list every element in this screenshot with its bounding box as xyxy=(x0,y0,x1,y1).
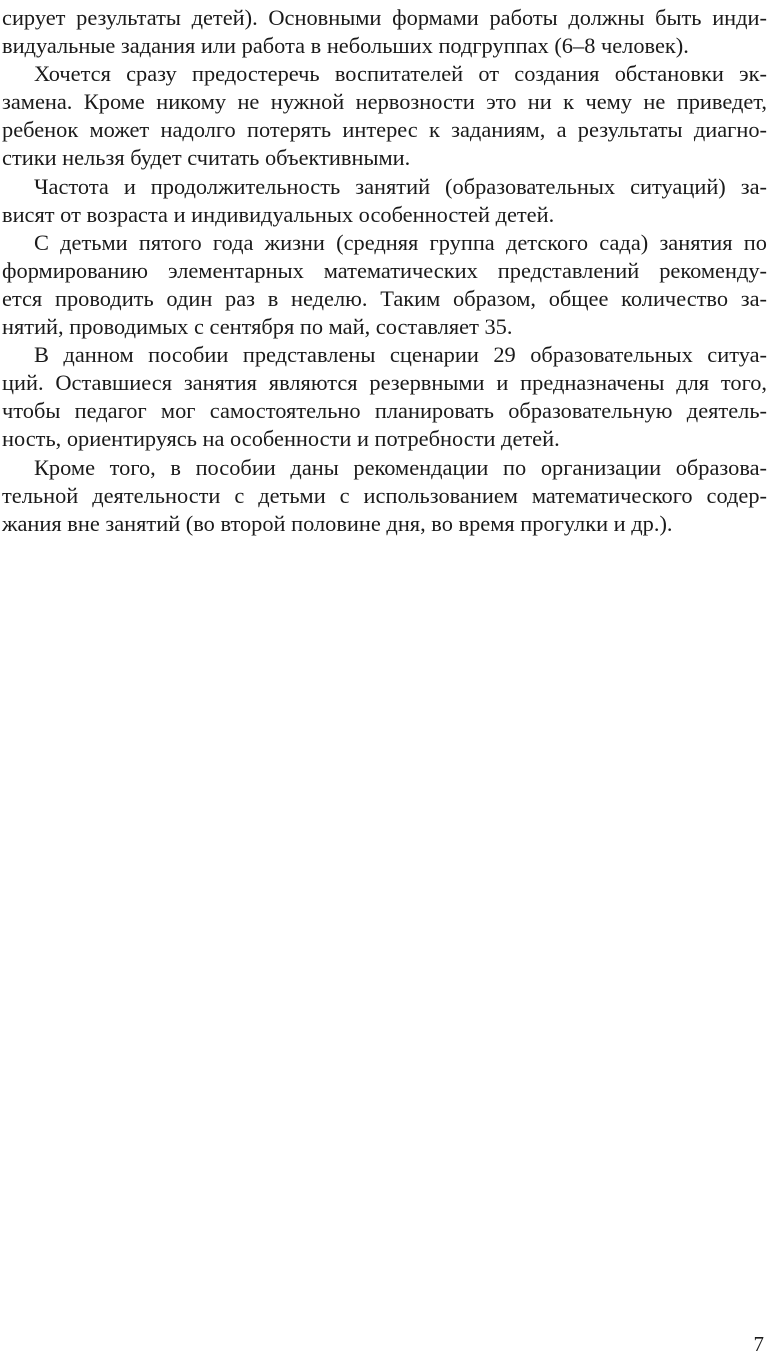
paragraph-5 xyxy=(2,341,767,453)
text-line: ций. Оставшиеся занятия являются резервными и предназначены для того, xyxy=(2,370,767,396)
text-line: сирует результаты детей). Основными формами работы должны быть инди- xyxy=(2,5,767,30)
paragraph-6 xyxy=(2,454,767,538)
text-line: ность, ориентируясь на особенности и потребности детей. xyxy=(2,426,560,452)
page-number: 7 xyxy=(753,1332,764,1356)
text-line: В данном пособии представлены сценарии 29 образовательных ситуа- xyxy=(34,342,767,368)
paragraph-4 xyxy=(2,229,767,341)
text-line: формированию элементарных математических представлений рекоменду- xyxy=(2,257,767,283)
text-line: С детьми пятого года жизни (средняя группа детского сада) занятия по xyxy=(34,229,767,255)
text-line: висят от возраста и индивидуальных особенностей детей. xyxy=(2,201,555,227)
text-line: жания вне занятий (во второй половине дня, во время прогулки и др.). xyxy=(2,510,673,536)
text-line: видуальные задания или работа в небольших подгруппах (6–8 человек). xyxy=(2,33,689,59)
text-line: замена. Кроме никому не нужной нервозности это ни к чему не приведет, xyxy=(2,89,767,115)
paragraph-1 xyxy=(2,4,767,60)
paragraph-2 xyxy=(2,60,767,172)
body-text xyxy=(2,4,767,538)
paragraph-3 xyxy=(2,173,767,229)
text-line: Хочется сразу предостеречь воспитателей от создания обстановки эк- xyxy=(34,61,767,87)
text-line: ребенок может надолго потерять интерес к заданиям, а результаты диагно- xyxy=(2,117,767,143)
text-line: Частота и продолжительность занятий (образовательных ситуаций) за- xyxy=(34,173,767,199)
text-line: ется проводить один раз в неделю. Таким образом, общее количество за- xyxy=(2,285,767,311)
text-line: нятий, проводимых с сентября по май, составляет 35. xyxy=(2,314,513,340)
text-line: Кроме того, в пособии даны рекомендации по организации образова- xyxy=(34,454,767,480)
text-line: стики нельзя будет считать объективными. xyxy=(2,145,411,171)
text-line: тельной деятельности с детьми с использованием математического содер- xyxy=(2,482,767,508)
text-line: чтобы педагог мог самостоятельно планировать образовательную деятель- xyxy=(2,398,767,424)
